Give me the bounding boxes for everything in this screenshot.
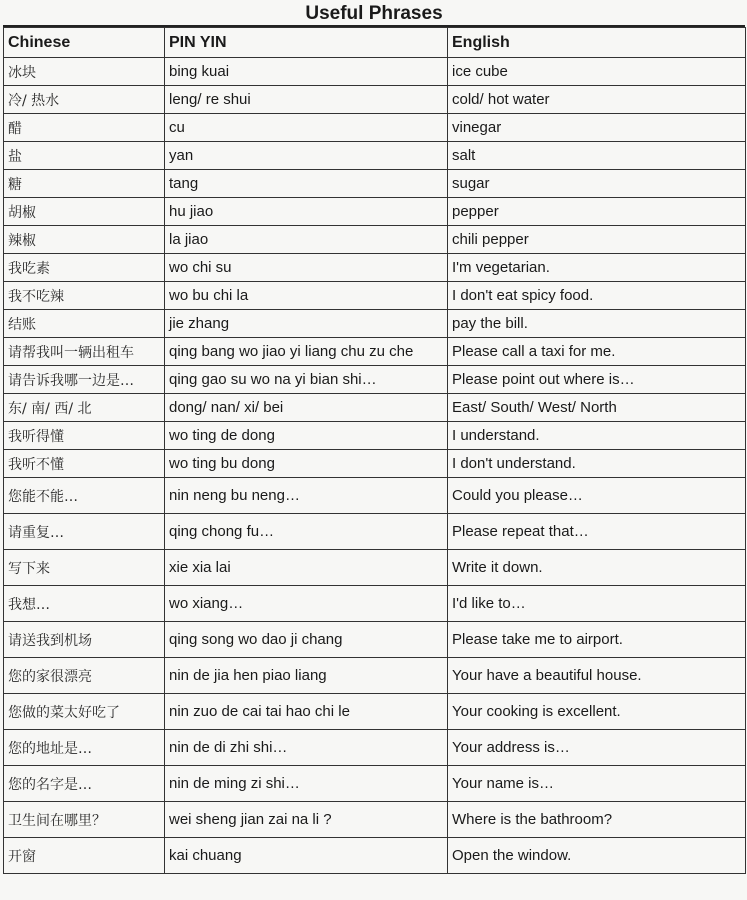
- pinyin-cell: wo chi su: [165, 254, 448, 282]
- table-row: [4, 226, 746, 254]
- english-cell: sugar: [448, 170, 746, 198]
- pinyin-cell: la jiao: [165, 226, 448, 254]
- chinese-cell: 冷/ 热水: [4, 86, 165, 114]
- english-cell: salt: [448, 142, 746, 170]
- table-row: [4, 58, 746, 86]
- pinyin-cell: wo xiang…: [165, 586, 448, 622]
- chinese-cell: 您能不能…: [4, 478, 165, 514]
- chinese-cell: 您的名字是…: [4, 766, 165, 802]
- chinese-cell: 卫生间在哪里？: [4, 802, 165, 838]
- pinyin-cell: wo ting de dong: [165, 422, 448, 450]
- table-row: [4, 802, 746, 838]
- pinyin-cell: nin de ming zi shi…: [165, 766, 448, 802]
- table-row: [4, 730, 746, 766]
- english-cell: Could you please…: [448, 478, 746, 514]
- table-row: [4, 394, 746, 422]
- pinyin-cell: dong/ nan/ xi/ bei: [165, 394, 448, 422]
- pinyin-cell: hu jiao: [165, 198, 448, 226]
- pinyin-cell: yan: [165, 142, 448, 170]
- chinese-cell: 结账: [4, 310, 165, 338]
- chinese-cell: 您的地址是…: [4, 730, 165, 766]
- table-row: [4, 366, 746, 394]
- chinese-cell: 胡椒: [4, 198, 165, 226]
- pinyin-cell: qing chong fu…: [165, 514, 448, 550]
- chinese-cell: 我想…: [4, 586, 165, 622]
- column-header-chinese: Chinese: [4, 28, 165, 58]
- table-row: [4, 622, 746, 658]
- pinyin-cell: xie xia lai: [165, 550, 448, 586]
- pinyin-cell: nin zuo de cai tai hao chi le: [165, 694, 448, 730]
- pinyin-cell: nin neng bu neng…: [165, 478, 448, 514]
- chinese-cell: 写下来: [4, 550, 165, 586]
- chinese-cell: 我吃素: [4, 254, 165, 282]
- table-row: [4, 450, 746, 478]
- phrase-sheet: [3, 0, 745, 900]
- english-cell: chili pepper: [448, 226, 746, 254]
- chinese-cell: 盐: [4, 142, 165, 170]
- table-row: [4, 478, 746, 514]
- pinyin-cell: kai chuang: [165, 838, 448, 874]
- english-cell: Please call a taxi for me.: [448, 338, 746, 366]
- table-row: [4, 170, 746, 198]
- chinese-cell: 我听不懂: [4, 450, 165, 478]
- chinese-cell: 开窗: [4, 838, 165, 874]
- table-row: [4, 254, 746, 282]
- pinyin-cell: qing song wo dao ji chang: [165, 622, 448, 658]
- english-cell: Write it down.: [448, 550, 746, 586]
- table-row: [4, 514, 746, 550]
- english-cell: I'd like to…: [448, 586, 746, 622]
- table-row: [4, 86, 746, 114]
- pinyin-cell: qing bang wo jiao yi liang chu zu che: [165, 338, 448, 366]
- chinese-cell: 请告诉我哪一边是…: [4, 366, 165, 394]
- chinese-cell: 辣椒: [4, 226, 165, 254]
- table-row: [4, 694, 746, 730]
- pinyin-cell: nin de di zhi shi…: [165, 730, 448, 766]
- chinese-cell: 东/ 南/ 西/ 北: [4, 394, 165, 422]
- table-row: [4, 310, 746, 338]
- table-row: [4, 658, 746, 694]
- column-header-pinyin: PIN YIN: [165, 28, 448, 58]
- pinyin-cell: bing kuai: [165, 58, 448, 86]
- english-cell: Your address is…: [448, 730, 746, 766]
- pinyin-cell: wei sheng jian zai na li ?: [165, 802, 448, 838]
- english-cell: I don't eat spicy food.: [448, 282, 746, 310]
- pinyin-cell: qing gao su wo na yi bian shi…: [165, 366, 448, 394]
- pinyin-cell: leng/ re shui: [165, 86, 448, 114]
- table-header-row: [4, 28, 746, 58]
- pinyin-cell: wo ting bu dong: [165, 450, 448, 478]
- chinese-cell: 请重复…: [4, 514, 165, 550]
- chinese-cell: 冰块: [4, 58, 165, 86]
- english-cell: Your cooking is excellent.: [448, 694, 746, 730]
- chinese-cell: 您的家很漂亮: [4, 658, 165, 694]
- table-row: [4, 282, 746, 310]
- table-row: [4, 422, 746, 450]
- english-cell: Your have a beautiful house.: [448, 658, 746, 694]
- page-title: Useful Phrases: [3, 0, 745, 27]
- column-header-english: English: [448, 28, 746, 58]
- chinese-cell: 您做的菜太好吃了: [4, 694, 165, 730]
- chinese-cell: 请帮我叫一辆出租车: [4, 338, 165, 366]
- pinyin-cell: nin de jia hen piao liang: [165, 658, 448, 694]
- english-cell: ice cube: [448, 58, 746, 86]
- english-cell: Please repeat that…: [448, 514, 746, 550]
- phrase-table: [3, 27, 746, 874]
- english-cell: East/ South/ West/ North: [448, 394, 746, 422]
- chinese-cell: 我听得懂: [4, 422, 165, 450]
- table-row: [4, 766, 746, 802]
- table-row: [4, 586, 746, 622]
- table-row: [4, 114, 746, 142]
- english-cell: vinegar: [448, 114, 746, 142]
- english-cell: Open the window.: [448, 838, 746, 874]
- pinyin-cell: jie zhang: [165, 310, 448, 338]
- chinese-cell: 我不吃辣: [4, 282, 165, 310]
- english-cell: pepper: [448, 198, 746, 226]
- english-cell: Please take me to airport.: [448, 622, 746, 658]
- table-row: [4, 338, 746, 366]
- chinese-cell: 醋: [4, 114, 165, 142]
- english-cell: Please point out where is…: [448, 366, 746, 394]
- english-cell: pay the bill.: [448, 310, 746, 338]
- english-cell: I understand.: [448, 422, 746, 450]
- english-cell: cold/ hot water: [448, 86, 746, 114]
- pinyin-cell: tang: [165, 170, 448, 198]
- english-cell: Your name is…: [448, 766, 746, 802]
- english-cell: I'm vegetarian.: [448, 254, 746, 282]
- table-row: [4, 142, 746, 170]
- table-row: [4, 550, 746, 586]
- chinese-cell: 请送我到机场: [4, 622, 165, 658]
- english-cell: I don't understand.: [448, 450, 746, 478]
- pinyin-cell: cu: [165, 114, 448, 142]
- phrase-table-body: [4, 58, 746, 874]
- table-row: [4, 838, 746, 874]
- english-cell: Where is the bathroom?: [448, 802, 746, 838]
- chinese-cell: 糖: [4, 170, 165, 198]
- pinyin-cell: wo bu chi la: [165, 282, 448, 310]
- table-row: [4, 198, 746, 226]
